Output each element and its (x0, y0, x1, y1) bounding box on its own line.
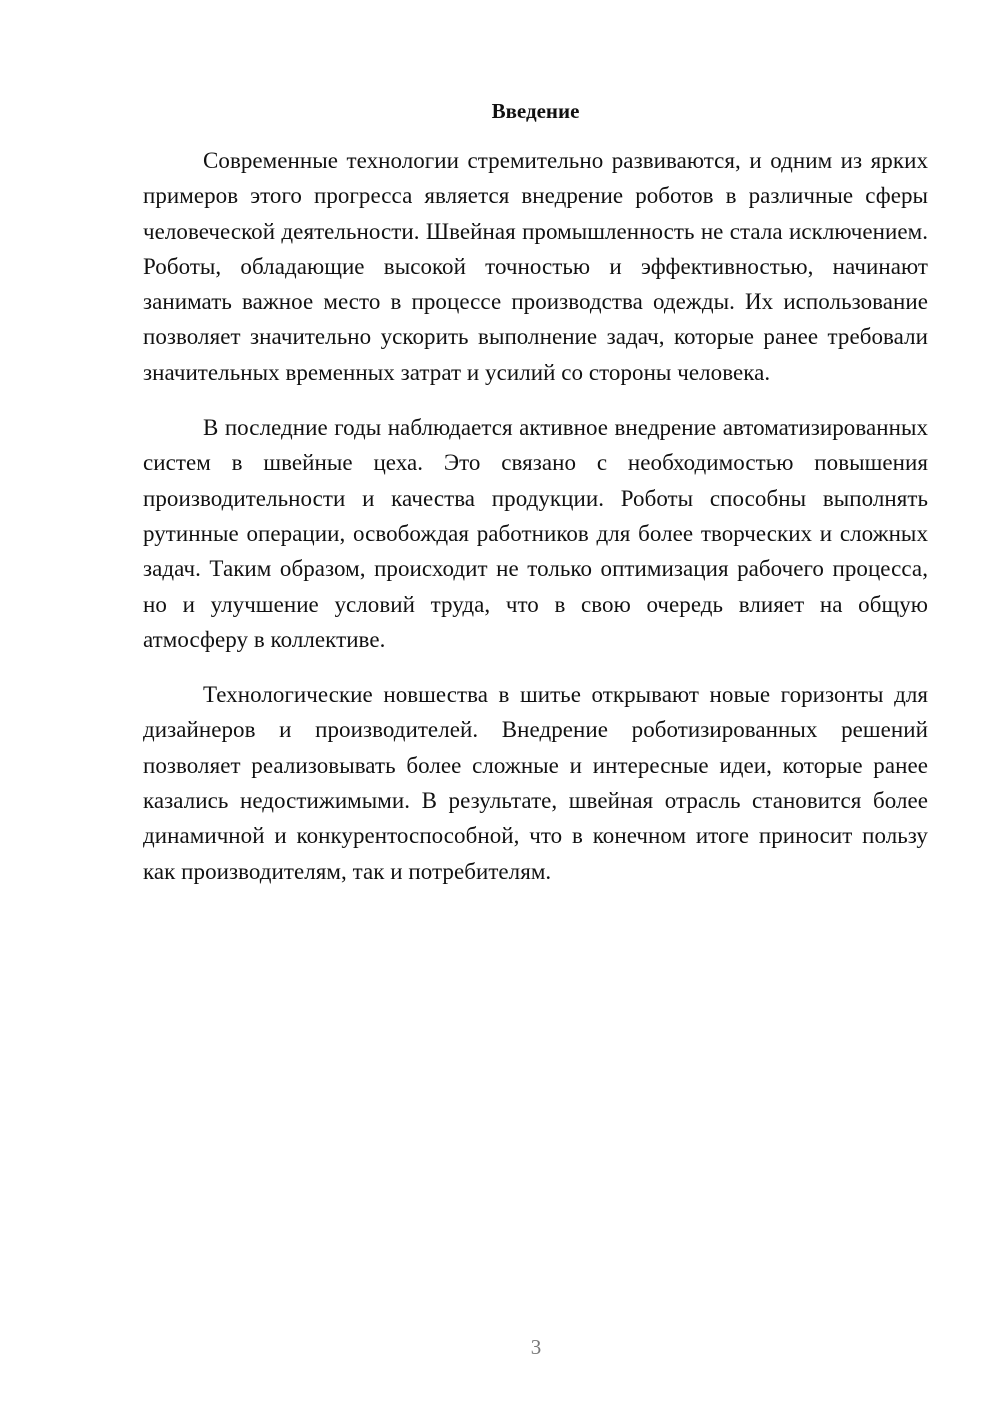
section-title: Введение (491, 99, 580, 123)
page-number: 3 (530, 1335, 542, 1359)
page-content (143, 95, 928, 909)
paragraph-3: Технологические новшества в шитье открывают новые горизонты для дизайнеров и производителей. Внедрение роботизированных решений позволяет реализовывать более сложные и интересные идеи, которые ранее казались недостижимыми. В результате, швейная отрасль становится более динамичной и конкурентоспособной, что в конечном итоге приносит пользу как производителям, так и потребителям. (143, 682, 928, 884)
paragraph-2: В последние годы наблюдается активное внедрение автоматизированных систем в швейные цеха. Это связано с необходимостью повышения производительности и качества продукции. Роботы способны выполнять рутинные операции, освобождая работников для более творческих и сложных задач. Таким образом, происходит не только оптимизация рабочего процесса, но и улучшение условий труда, что в свою очередь влияет на общую атмосферу в коллективе. (143, 415, 928, 652)
paragraph-1: Современные технологии стремительно развиваются, и одним из ярких примеров этого прогресса является внедрение роботов в различные сферы человеческой деятельности. Швейная промышленность не стала исключением. Роботы, обладающие высокой точностью и эффективностью, начинают занимать важное место в процессе производства одежды. Их использование позволяет значительно ускорить выполнение задач, которые ранее требовали значительных временных затрат и усилий со стороны человека. (143, 148, 928, 385)
